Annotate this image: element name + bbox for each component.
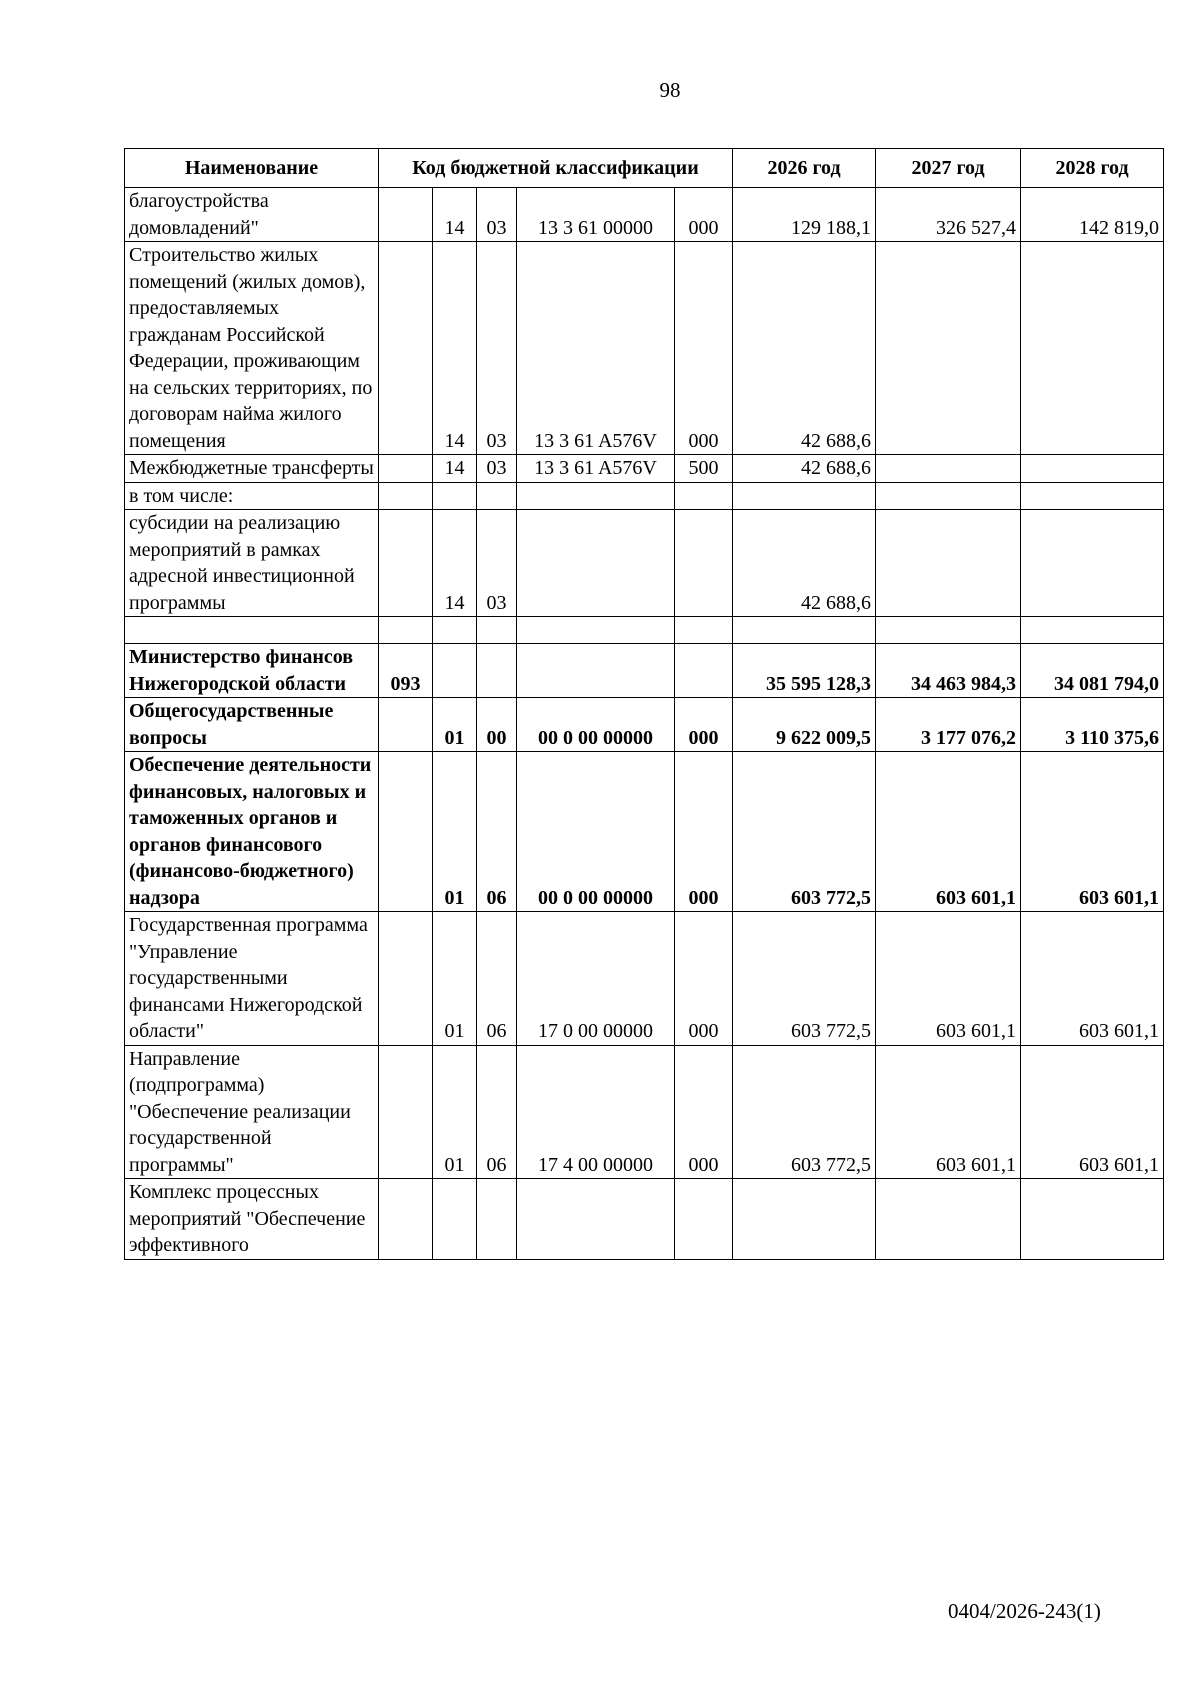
header-2026: 2026 год <box>733 149 876 188</box>
row-value-2027: 34 463 984,3 <box>876 644 1021 698</box>
row-target-code <box>517 482 675 510</box>
table-row <box>125 912 1164 1046</box>
row-name: Строительство жилых помещений (жилых домов), предоставляемых гражданам Российской Федерации, проживающим на сельских территориях, по договорам найма жилого помещения <box>125 242 379 455</box>
row-subsection-code: 03 <box>477 455 517 483</box>
row-value-2028 <box>1021 482 1164 510</box>
row-section-code: 14 <box>433 242 477 455</box>
row-expense-code <box>675 644 733 698</box>
row-subsection-code: 06 <box>477 1045 517 1179</box>
row-ministry-code <box>379 912 433 1046</box>
header-2028: 2028 год <box>1021 149 1164 188</box>
row-name: Общегосударственные вопросы <box>125 698 379 752</box>
row-name: благоустройства домовладений" <box>125 188 379 242</box>
row-ministry-code <box>379 188 433 242</box>
row-value-2027: 603 601,1 <box>876 912 1021 1046</box>
row-section-code <box>433 617 477 644</box>
row-expense-code: 000 <box>675 698 733 752</box>
row-target-code <box>517 644 675 698</box>
row-expense-code <box>675 510 733 617</box>
row-expense-code <box>675 1179 733 1260</box>
table-row <box>125 510 1164 617</box>
row-ministry-code <box>379 752 433 912</box>
row-expense-code: 000 <box>675 242 733 455</box>
row-subsection-code <box>477 482 517 510</box>
row-section-code: 01 <box>433 698 477 752</box>
table-row <box>125 698 1164 752</box>
row-target-code: 13 3 61 A576V <box>517 242 675 455</box>
table-row <box>125 644 1164 698</box>
row-section-code: 01 <box>433 752 477 912</box>
row-ministry-code <box>379 698 433 752</box>
row-value-2026: 129 188,1 <box>733 188 876 242</box>
row-value-2028: 34 081 794,0 <box>1021 644 1164 698</box>
table-row <box>125 752 1164 912</box>
row-subsection-code <box>477 617 517 644</box>
row-subsection-code: 03 <box>477 242 517 455</box>
row-expense-code: 000 <box>675 188 733 242</box>
row-section-code <box>433 1179 477 1260</box>
row-value-2026: 9 622 009,5 <box>733 698 876 752</box>
table-row <box>125 242 1164 455</box>
row-value-2026: 42 688,6 <box>733 510 876 617</box>
row-target-code: 17 0 00 00000 <box>517 912 675 1046</box>
row-expense-code: 500 <box>675 455 733 483</box>
page-number: 98 <box>659 78 681 102</box>
row-section-code: 14 <box>433 188 477 242</box>
row-target-code: 00 0 00 00000 <box>517 752 675 912</box>
row-name: Направление (подпрограмма) "Обеспечение реализации государственной программы" <box>125 1045 379 1179</box>
row-value-2026: 42 688,6 <box>733 242 876 455</box>
row-value-2026: 35 595 128,3 <box>733 644 876 698</box>
row-target-code: 13 3 61 A576V <box>517 455 675 483</box>
row-section-code: 01 <box>433 912 477 1046</box>
row-value-2028 <box>1021 617 1164 644</box>
row-ministry-code <box>379 1179 433 1260</box>
table-row <box>125 1179 1164 1260</box>
row-value-2027 <box>876 510 1021 617</box>
row-value-2027: 603 601,1 <box>876 752 1021 912</box>
row-target-code <box>517 617 675 644</box>
row-value-2027: 3 177 076,2 <box>876 698 1021 752</box>
row-value-2028: 603 601,1 <box>1021 752 1164 912</box>
row-value-2026: 603 772,5 <box>733 752 876 912</box>
row-section-code <box>433 644 477 698</box>
row-value-2028: 3 110 375,6 <box>1021 698 1164 752</box>
row-name <box>125 617 379 644</box>
row-name: Межбюджетные трансферты <box>125 455 379 483</box>
row-value-2027 <box>876 482 1021 510</box>
row-subsection-code <box>477 1179 517 1260</box>
row-target-code <box>517 1179 675 1260</box>
row-expense-code <box>675 617 733 644</box>
row-target-code <box>517 510 675 617</box>
row-value-2028: 142 819,0 <box>1021 188 1164 242</box>
row-value-2026 <box>733 482 876 510</box>
row-ministry-code <box>379 1045 433 1179</box>
row-name: Обеспечение деятельности финансовых, налоговых и таможенных органов и органов финансового (финансово-бюджетного) надзора <box>125 752 379 912</box>
row-subsection-code: 00 <box>477 698 517 752</box>
header-code: Код бюджетной классификации <box>379 149 733 188</box>
row-name: субсидии на реализацию мероприятий в рамках адресной инвестиционной программы <box>125 510 379 617</box>
row-name: в том числе: <box>125 482 379 510</box>
row-ministry-code <box>379 482 433 510</box>
table-row <box>125 188 1164 242</box>
row-ministry-code <box>379 242 433 455</box>
header-2027: 2027 год <box>876 149 1021 188</box>
row-value-2027 <box>876 242 1021 455</box>
row-subsection-code: 06 <box>477 912 517 1046</box>
table-header-row <box>125 149 1164 188</box>
row-name: Государственная программа "Управление государственными финансами Нижегородской области" <box>125 912 379 1046</box>
row-value-2026 <box>733 617 876 644</box>
table-row <box>125 617 1164 644</box>
row-value-2027 <box>876 455 1021 483</box>
table-row <box>125 1045 1164 1179</box>
row-ministry-code <box>379 455 433 483</box>
row-value-2027 <box>876 617 1021 644</box>
row-value-2028: 603 601,1 <box>1021 912 1164 1046</box>
row-value-2027: 326 527,4 <box>876 188 1021 242</box>
row-value-2027: 603 601,1 <box>876 1045 1021 1179</box>
row-value-2028 <box>1021 455 1164 483</box>
row-subsection-code: 03 <box>477 510 517 617</box>
row-value-2028 <box>1021 510 1164 617</box>
row-ministry-code <box>379 617 433 644</box>
budget-table <box>124 148 1164 1260</box>
table-row <box>125 455 1164 483</box>
row-subsection-code: 06 <box>477 752 517 912</box>
document-code: 0404/2026-243(1) <box>948 1599 1101 1623</box>
row-value-2026: 603 772,5 <box>733 1045 876 1179</box>
row-expense-code: 000 <box>675 752 733 912</box>
row-expense-code <box>675 482 733 510</box>
row-value-2028 <box>1021 242 1164 455</box>
row-section-code: 14 <box>433 455 477 483</box>
row-ministry-code <box>379 510 433 617</box>
row-value-2028: 603 601,1 <box>1021 1045 1164 1179</box>
row-subsection-code <box>477 644 517 698</box>
header-name: Наименование <box>125 149 379 188</box>
row-value-2026: 603 772,5 <box>733 912 876 1046</box>
row-ministry-code: 093 <box>379 644 433 698</box>
row-section-code: 14 <box>433 510 477 617</box>
table-row <box>125 482 1164 510</box>
row-target-code: 00 0 00 00000 <box>517 698 675 752</box>
row-value-2027 <box>876 1179 1021 1260</box>
row-section-code <box>433 482 477 510</box>
row-target-code: 17 4 00 00000 <box>517 1045 675 1179</box>
row-value-2028 <box>1021 1179 1164 1260</box>
row-name: Комплекс процессных мероприятий "Обеспечение эффективного <box>125 1179 379 1260</box>
row-target-code: 13 3 61 00000 <box>517 188 675 242</box>
row-name: Министерство финансов Нижегородской области <box>125 644 379 698</box>
row-section-code: 01 <box>433 1045 477 1179</box>
row-expense-code: 000 <box>675 912 733 1046</box>
row-value-2026 <box>733 1179 876 1260</box>
row-subsection-code: 03 <box>477 188 517 242</box>
row-expense-code: 000 <box>675 1045 733 1179</box>
row-value-2026: 42 688,6 <box>733 455 876 483</box>
